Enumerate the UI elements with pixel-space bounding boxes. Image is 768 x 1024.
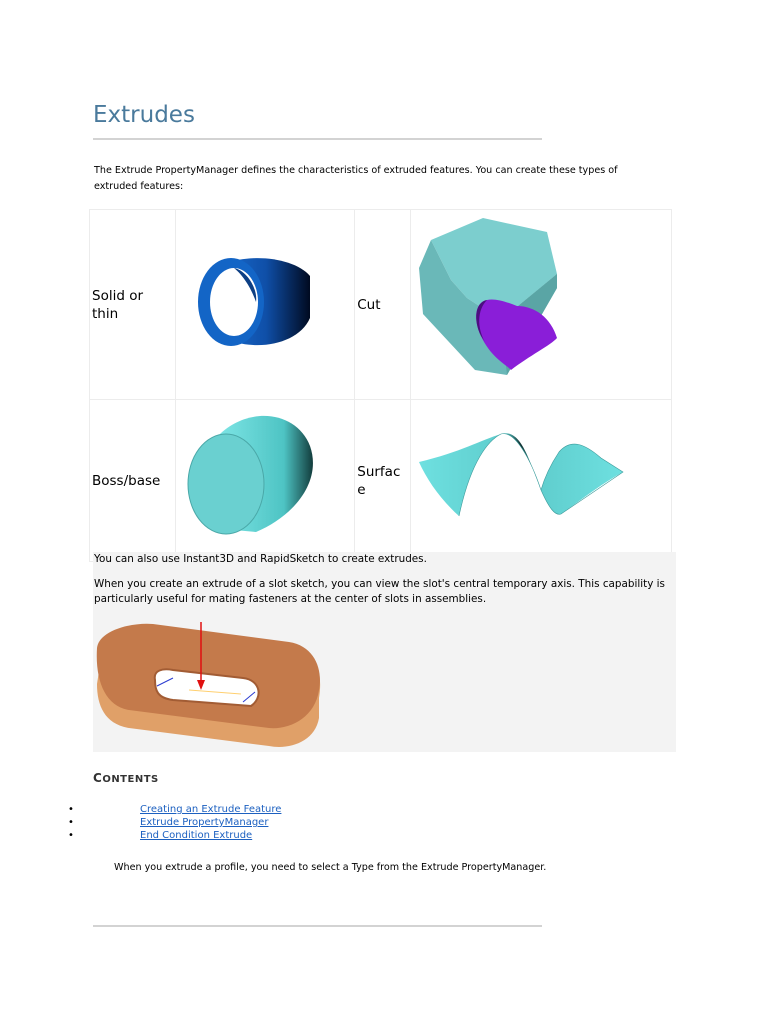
page-title: Extrudes <box>93 102 195 128</box>
cut-label: Cut <box>357 296 381 313</box>
solid-thin-cylinder-image <box>176 210 354 395</box>
title-divider <box>93 138 542 140</box>
slot-extrude-image <box>93 618 325 752</box>
solid-label: Solid or thin <box>92 287 144 322</box>
cut-label-cell <box>355 210 411 400</box>
surface-image-cell <box>411 400 672 562</box>
surface-sheet-image <box>411 400 671 557</box>
boss-base-cylinder-image <box>176 400 354 557</box>
boss-label-cell <box>90 400 176 562</box>
closing-paragraph: When you extrude a profile, you need to select a Type from the Extrude PropertyManager. <box>114 862 547 873</box>
intro-paragraph: The Extrude PropertyManager defines the characteristics of extruded features. You can create these types of extruded features: <box>94 165 618 192</box>
contents-heading-rest: ONTENTS <box>102 774 159 785</box>
slot-axis-note: When you create an extrude of a slot sketch, you can view the slot's central temporary axis. This capability is particularly useful for mating fasteners at the center of slots in assemblies. <box>94 578 665 605</box>
cut-hexagon-image <box>411 210 671 395</box>
boss-label: Boss/base <box>92 472 161 489</box>
contents-heading <box>93 771 159 785</box>
solid-image-cell <box>176 210 355 400</box>
contents-heading-initial: C <box>93 771 103 785</box>
link-creating-extrude-feature[interactable]: Creating an Extrude Feature <box>140 804 282 815</box>
extrude-types-table <box>89 209 672 562</box>
solid-label-cell <box>90 210 176 400</box>
link-end-condition-extrude[interactable]: End Condition Extrude <box>140 830 253 841</box>
link-extrude-propertymanager[interactable]: Extrude PropertyManager <box>140 817 269 828</box>
surface-label: Surface <box>357 463 401 498</box>
boss-image-cell <box>176 400 355 562</box>
footer-divider <box>93 925 542 927</box>
instant3d-note: You can also use Instant3D and RapidSketch to create extrudes. <box>94 553 427 565</box>
list-bullet: • <box>68 817 74 828</box>
cut-image-cell <box>411 210 672 400</box>
surface-label-cell <box>355 400 411 562</box>
list-bullet: • <box>68 830 74 841</box>
list-bullet: • <box>68 804 74 815</box>
